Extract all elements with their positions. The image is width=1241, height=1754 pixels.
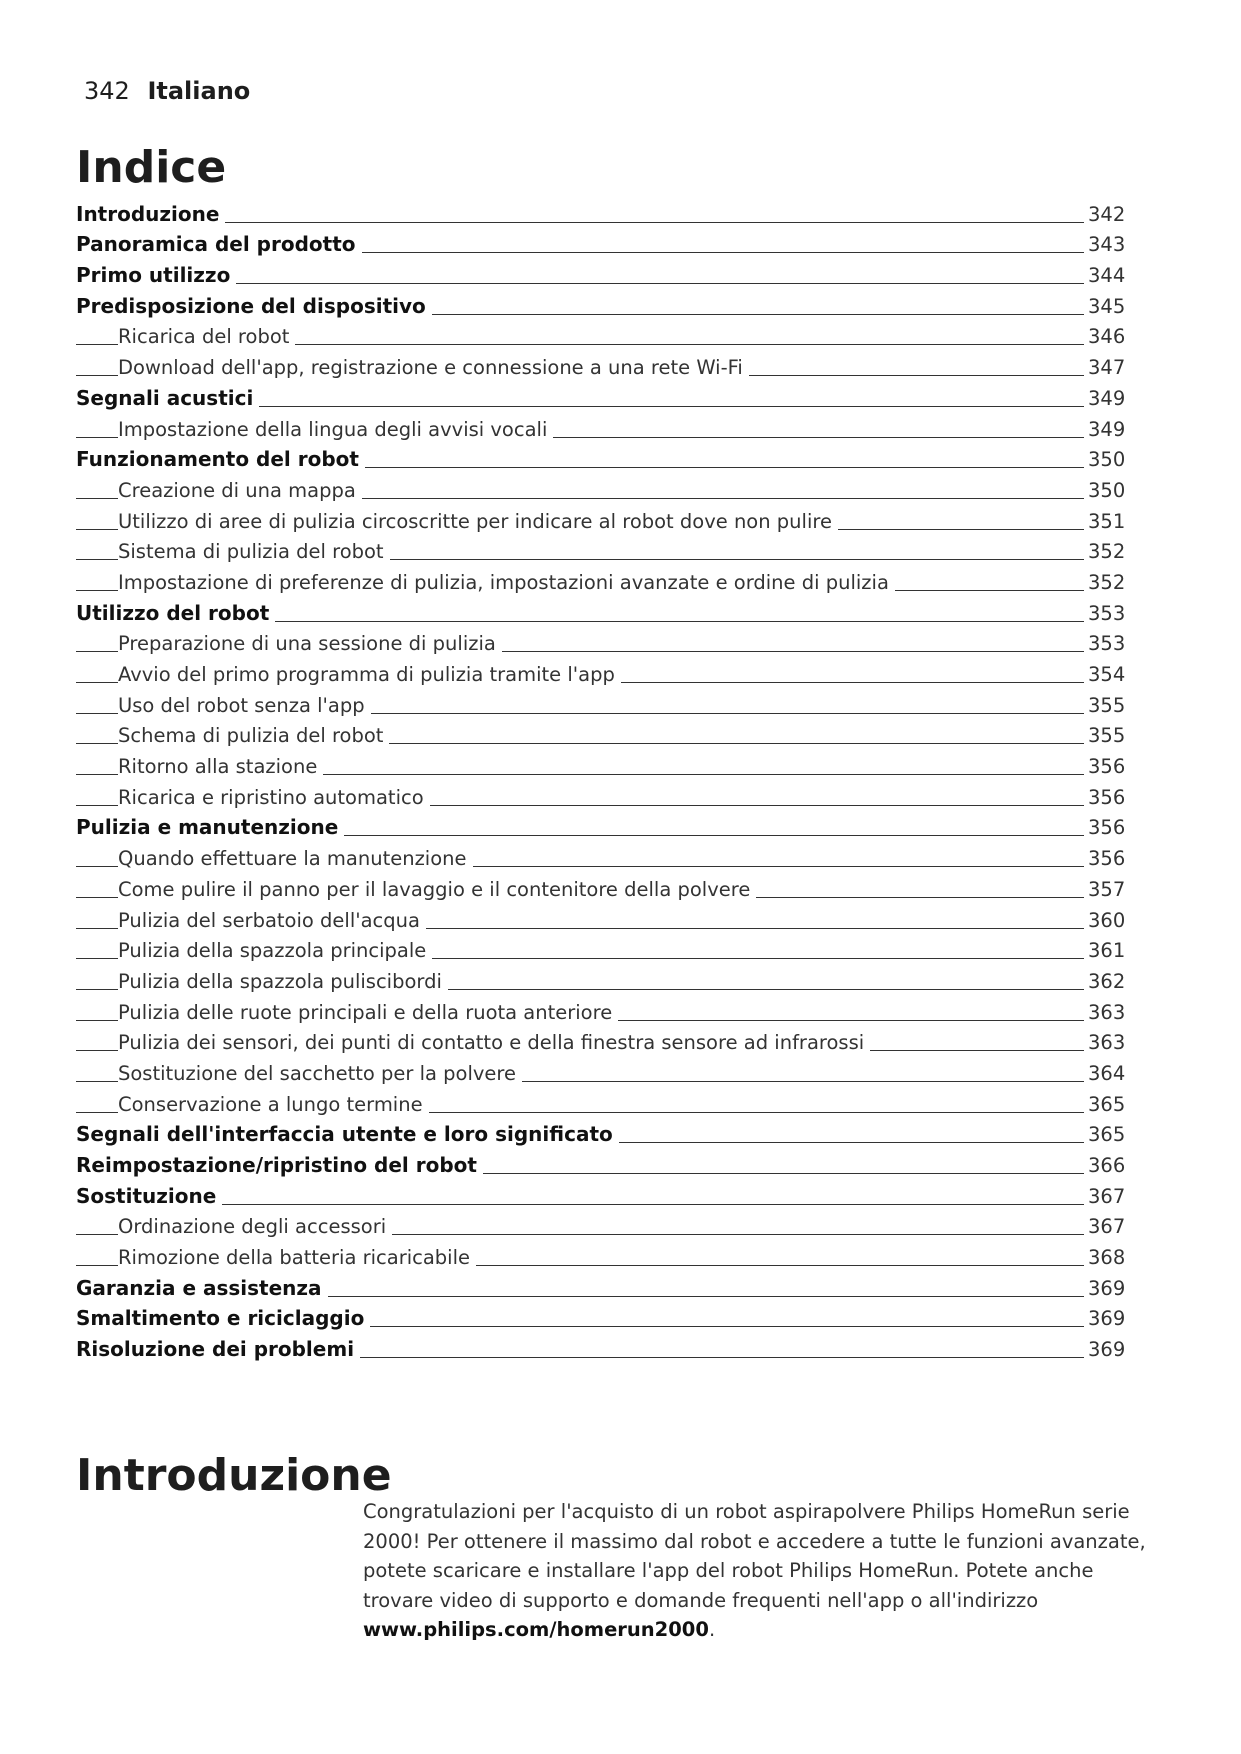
toc-entry-subsection[interactable]: [76, 904, 1166, 935]
toc-entry-subsection[interactable]: [76, 1027, 1166, 1058]
toc-entry-label: Impostazione di preferenze di pulizia, impostazioni avanzate e ordine di pulizia: [118, 571, 895, 594]
toc-entry-label: Introduzione: [76, 202, 225, 226]
toc-entry-page: 349: [1088, 386, 1126, 410]
toc-entry-page: 357: [1088, 877, 1126, 901]
toc-entry-subsection[interactable]: [76, 873, 1166, 904]
intro-body: Congratulazioni per l'acquisto di un robot aspirapolvere Philips HomeRun serie 2000! Per ottenere il massimo dal robot e accedere a tutte le funzioni avanzate, potete scaricare e installare l'app del robot Philips HomeRun. Potete anche trovare video di supporto e domande frequenti nell'app o all'indirizzo: [363, 1500, 1146, 1612]
toc-title: Indice: [76, 142, 227, 193]
toc-entry-label: Utilizzo di aree di pulizia circoscritte per indicare al robot dove non pulire: [118, 510, 838, 533]
toc-entry-page: 345: [1088, 294, 1126, 318]
toc-entry-label: Ordinazione degli accessori: [118, 1215, 392, 1238]
toc-entry-subsection[interactable]: [76, 1057, 1166, 1088]
toc-entry-label: Impostazione della lingua degli avvisi vocali: [118, 418, 553, 441]
toc-entry-section[interactable]: [76, 1119, 1166, 1150]
toc-entry-page: 353: [1088, 632, 1126, 656]
toc-entry-label: Pulizia delle ruote principali e della ruota anteriore: [118, 1001, 618, 1024]
toc-entry-subsection[interactable]: [76, 689, 1166, 720]
toc-entry-subsection[interactable]: [76, 965, 1166, 996]
toc-entry-label: Ricarica del robot: [118, 325, 295, 348]
toc-entry-label: Sostituzione: [76, 1184, 222, 1208]
toc-entry-page: 360: [1088, 908, 1126, 932]
toc-entry-page: 344: [1088, 264, 1126, 288]
intro-paragraph: [363, 1497, 1163, 1645]
toc-entry-subsection[interactable]: [76, 474, 1166, 505]
toc-entry-page: 343: [1088, 233, 1126, 257]
toc-entry-page: 367: [1088, 1184, 1126, 1208]
toc-entry-section[interactable]: [76, 229, 1166, 260]
toc-entry-label: Risoluzione dei problemi: [76, 1337, 360, 1361]
toc-entry-subsection[interactable]: [76, 842, 1166, 873]
toc-entry-label: Ricarica e ripristino automatico: [118, 786, 430, 809]
toc-entry-page: 355: [1088, 693, 1126, 717]
toc-entry-label: Download dell'app, registrazione e connessione a una rete Wi-Fi: [118, 356, 749, 379]
toc-entry-page: 352: [1088, 570, 1126, 594]
toc-leader-line: [76, 222, 1084, 223]
toc-entry-subsection[interactable]: [76, 720, 1166, 751]
toc-entry-label: Ritorno alla stazione: [118, 755, 323, 778]
toc-entry-label: Predisposizione del dispositivo: [76, 294, 432, 318]
toc-entry-label: Pulizia dei sensori, dei punti di contatto e della finestra sensore ad infrarossi: [118, 1031, 870, 1054]
toc-entry-section[interactable]: [76, 597, 1166, 628]
toc-entry-page: 369: [1088, 1307, 1126, 1331]
toc-entry-page: 361: [1088, 939, 1126, 963]
page-number: 342: [84, 77, 130, 105]
toc-entry-page: 350: [1088, 478, 1126, 502]
intro-section: [363, 1497, 1163, 1645]
toc-entry-subsection[interactable]: [76, 351, 1166, 382]
toc-entry-page: 368: [1088, 1246, 1126, 1270]
toc-entry-page: 356: [1088, 755, 1126, 779]
toc-entry-section[interactable]: [76, 812, 1166, 843]
toc-entry-label: Smaltimento e riciclaggio: [76, 1306, 370, 1330]
intro-link-suffix: .: [708, 1618, 716, 1641]
toc-entry-subsection[interactable]: [76, 321, 1166, 352]
toc-entry-subsection[interactable]: [76, 536, 1166, 567]
toc-entry-page: 363: [1088, 1031, 1126, 1055]
toc-entry-subsection[interactable]: [76, 781, 1166, 812]
toc-entry-label: Pulizia del serbatoio dell'acqua: [118, 909, 426, 932]
intro-title: Introduzione: [76, 1450, 392, 1501]
toc-entry-page: 349: [1088, 417, 1126, 441]
toc-entry-label: Panoramica del prodotto: [76, 232, 362, 256]
toc-entry-label: Uso del robot senza l'app: [118, 694, 371, 717]
toc-entry-page: 352: [1088, 540, 1126, 564]
toc-entry-label: Come pulire il panno per il lavaggio e il contenitore della polvere: [118, 878, 756, 901]
toc-entry-section[interactable]: [76, 290, 1166, 321]
toc-entry-page: 355: [1088, 724, 1126, 748]
toc-entry-subsection[interactable]: [76, 1211, 1166, 1242]
toc-entry-page: 356: [1088, 785, 1126, 809]
toc-entry-label: Schema di pulizia del robot: [118, 724, 389, 747]
toc-entry-subsection[interactable]: [76, 996, 1166, 1027]
toc-entry-page: 366: [1088, 1154, 1126, 1177]
toc-entry-subsection[interactable]: [76, 413, 1166, 444]
toc-entry-page: 365: [1088, 1123, 1126, 1147]
toc-entry-subsection[interactable]: [76, 566, 1166, 597]
toc-entry-section[interactable]: [76, 259, 1166, 290]
toc-leader-line: [76, 1204, 1084, 1205]
toc-entry-section[interactable]: [76, 444, 1166, 475]
toc-entry-section[interactable]: [76, 1149, 1166, 1180]
toc-entry-page: 369: [1088, 1276, 1126, 1300]
toc-entry-label: Avvio del primo programma di pulizia tramite l'app: [118, 663, 621, 686]
toc-entry-label: Pulizia della spazzola principale: [118, 939, 432, 962]
toc-entry-page: 363: [1088, 1000, 1126, 1024]
toc-entry-page: 346: [1088, 325, 1126, 349]
page-header: [84, 76, 250, 106]
toc-entry-subsection[interactable]: [76, 935, 1166, 966]
toc-entry-label: Primo utilizzo: [76, 263, 236, 287]
toc-entry-label: Quando effettuare la manutenzione: [118, 847, 473, 870]
toc-entry-label: Garanzia e assistenza: [76, 1276, 328, 1300]
toc-entry-section[interactable]: [76, 1180, 1166, 1211]
table-of-contents: [76, 198, 1166, 1364]
toc-entry-page: 353: [1088, 601, 1126, 625]
toc-entry-label: Sostituzione del sacchetto per la polvere: [118, 1062, 522, 1085]
toc-entry-page: 356: [1088, 816, 1126, 840]
toc-entry-section[interactable]: [76, 1272, 1166, 1303]
toc-entry-label: Funzionamento del robot: [76, 447, 365, 471]
support-link[interactable]: www.philips.com/homerun2000: [363, 1618, 709, 1641]
toc-entry-page: 350: [1088, 448, 1126, 472]
toc-entry-section[interactable]: [76, 1303, 1166, 1334]
toc-entry-page: 347: [1088, 356, 1126, 380]
toc-entry-page: 356: [1088, 847, 1126, 871]
toc-entry-label: Reimpostazione/ripristino del robot: [76, 1153, 483, 1177]
toc-entry-page: 365: [1088, 1092, 1126, 1116]
toc-entry-section[interactable]: [76, 198, 1166, 229]
toc-entry-subsection[interactable]: [76, 658, 1166, 689]
toc-entry-label: Utilizzo del robot: [76, 601, 275, 625]
toc-entry-label: Rimozione della batteria ricaricabile: [118, 1246, 476, 1269]
toc-entry-page: 364: [1088, 1061, 1126, 1085]
toc-entry-label: Creazione di una mappa: [118, 479, 362, 502]
toc-entry-page: 354: [1088, 663, 1126, 686]
toc-entry-page: 362: [1088, 969, 1126, 993]
language-label: Italiano: [147, 77, 251, 105]
toc-entry-page: 367: [1088, 1215, 1126, 1239]
toc-entry-label: Sistema di pulizia del robot: [118, 540, 390, 563]
toc-entry-subsection[interactable]: [76, 628, 1166, 659]
toc-entry-subsection[interactable]: [76, 505, 1166, 536]
toc-entry-page: 351: [1088, 509, 1126, 533]
toc-entry-label: Conservazione a lungo termine: [118, 1093, 429, 1116]
toc-entry-label: Pulizia della spazzola puliscibordi: [118, 970, 448, 993]
toc-entry-label: Pulizia e manutenzione: [76, 815, 344, 839]
toc-entry-label: Segnali dell'interfaccia utente e loro significato: [76, 1122, 619, 1146]
toc-entry-page: 342: [1088, 202, 1126, 226]
toc-entry-subsection[interactable]: [76, 750, 1166, 781]
toc-entry-subsection[interactable]: [76, 1088, 1166, 1119]
toc-entry-section[interactable]: [76, 382, 1166, 413]
toc-entry-section[interactable]: [76, 1333, 1166, 1364]
toc-entry-label: Preparazione di una sessione di pulizia: [118, 632, 502, 655]
toc-entry-page: 369: [1088, 1338, 1126, 1362]
toc-entry-label: Segnali acustici: [76, 386, 259, 410]
toc-entry-subsection[interactable]: [76, 1241, 1166, 1272]
